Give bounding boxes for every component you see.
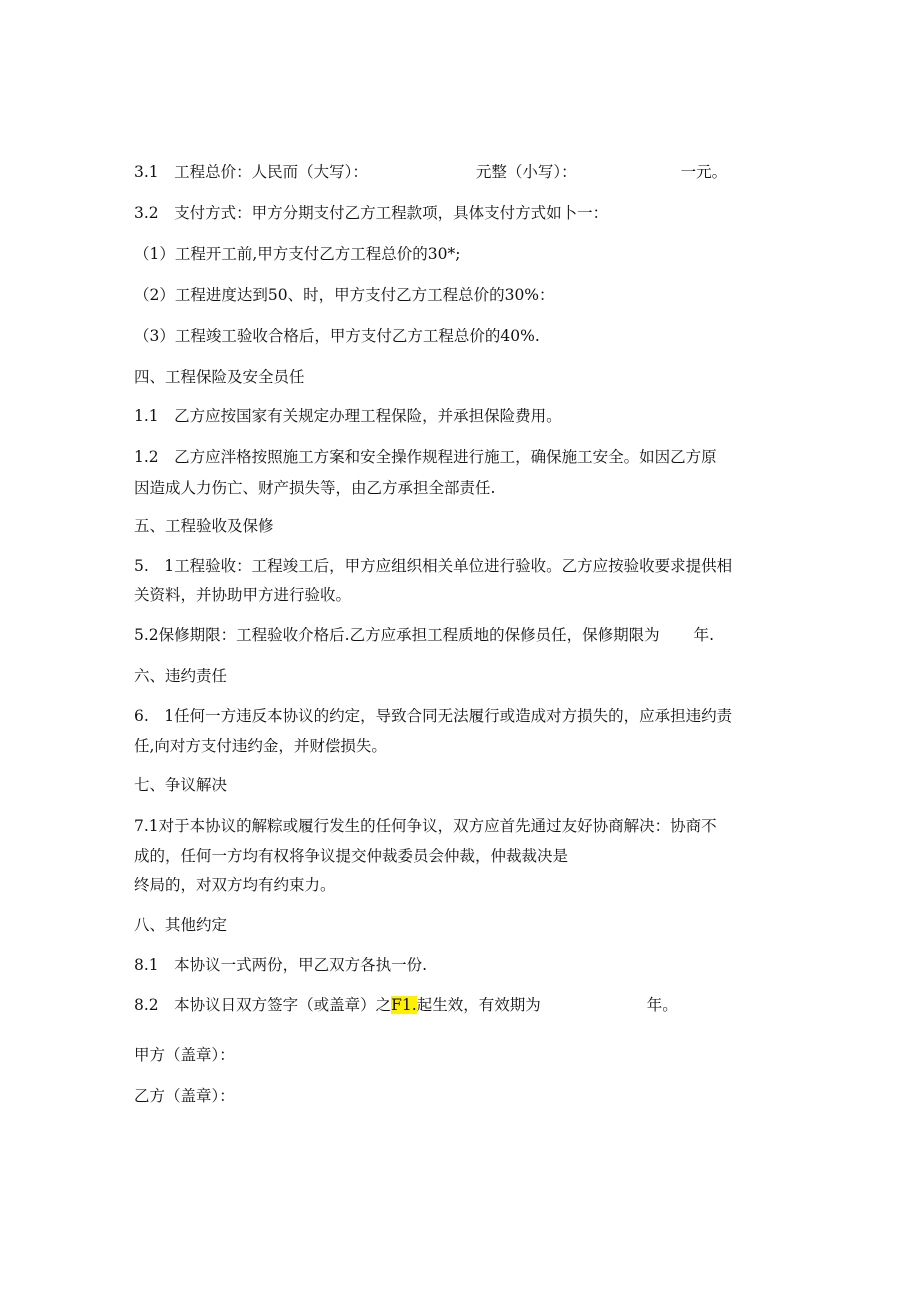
payment-item-3: （3）工程竣工验收合格后，甲方支付乙方工程总价的40%. <box>134 327 540 345</box>
clause-5-1-line-2: 关资料，并协助甲方进行验收。 <box>134 586 352 604</box>
payment-item-1: （1）工程开工前,甲方支付乙方工程总价的30*; <box>134 245 461 263</box>
clause-5-2 <box>134 624 714 646</box>
clause-5-2-unit: 年. <box>693 626 715 644</box>
party-a-seal: 甲方（盖章）： <box>134 1046 235 1064</box>
payment-item-2: （2）工程进度达到50、时，甲方支付乙方工程总价的30%： <box>134 286 555 304</box>
section-heading-7: 七、争议解决 <box>134 776 228 794</box>
clause-7-1-line-1: 7.1对于本协议的解粽或履行发生的任何争议，双方应首先通过友好协商解决：协商不 <box>134 817 717 835</box>
clause-8-2-text: 8.2 本协议日双方签字（或盖章）之 <box>134 996 392 1014</box>
clause-8-1: 8.1 本协议一式两份，甲乙双方各执一份. <box>134 956 428 974</box>
clause-6-1-line-2: 任,向对方支付违约金，并财偿损失。 <box>134 737 387 755</box>
clause-3-1-amount-text: 元整（小写）： <box>475 163 577 181</box>
section-heading-4: 四、工程保险及安全员任 <box>134 368 305 386</box>
clause-4-1: 1.1 乙方应按国家有关规定办理工程保险，并承担保险费用。 <box>134 407 562 425</box>
clause-8-2-validity: 起生效，有效期为 <box>416 996 541 1014</box>
clause-8-2 <box>134 994 678 1016</box>
clause-3-1-text: 3.1 工程总价：人民而（大写）： <box>134 163 368 181</box>
clause-4-2-line-1: 1.2 乙方应泮格按照施工方案和安全操作规程进行施工，确保施工安全。如因乙方原 <box>134 448 717 466</box>
clause-6-1-line-1: 6. 1任何一方违反本协议的约定，导致合同无法履行或造成对方损失的，应承担违约责 <box>134 707 733 725</box>
clause-5-1-line-1: 5. 1工程验收：工程竣工后，甲方应组织相关单位进行验收。乙方应按验收要求提供相 <box>134 557 733 575</box>
clause-7-1-line-2: 成的，任何一方均有权将争议提交仲裁委员会仲裁，仲裁裁决是 <box>134 847 569 865</box>
section-heading-6: 六、违约责任 <box>134 667 228 685</box>
clause-7-1-line-3: 终局的，对双方均有约束力。 <box>134 876 336 894</box>
section-heading-5: 五、工程验收及保修 <box>134 517 274 535</box>
clause-3-1-unit: 一元。 <box>680 163 728 181</box>
clause-3-1 <box>134 161 727 183</box>
clause-5-2-text: 5.2保修期限：工程验收介格后.乙方应承担工程质地的保修员任，保修期限为 <box>134 626 660 644</box>
clause-3-2: 3.2 支付方式：甲方分期支付乙方工程款项，具体支付方式如卜一： <box>134 204 609 222</box>
clause-8-2-unit: 年。 <box>646 996 678 1014</box>
highlighted-text: F1. <box>391 996 417 1014</box>
party-b-seal: 乙方（盖章）： <box>134 1087 235 1105</box>
section-heading-8: 八、其他约定 <box>134 916 228 934</box>
clause-4-2-line-2: 因造成人力伤亡、财产损失等，由乙方承担全部责任. <box>134 479 496 497</box>
